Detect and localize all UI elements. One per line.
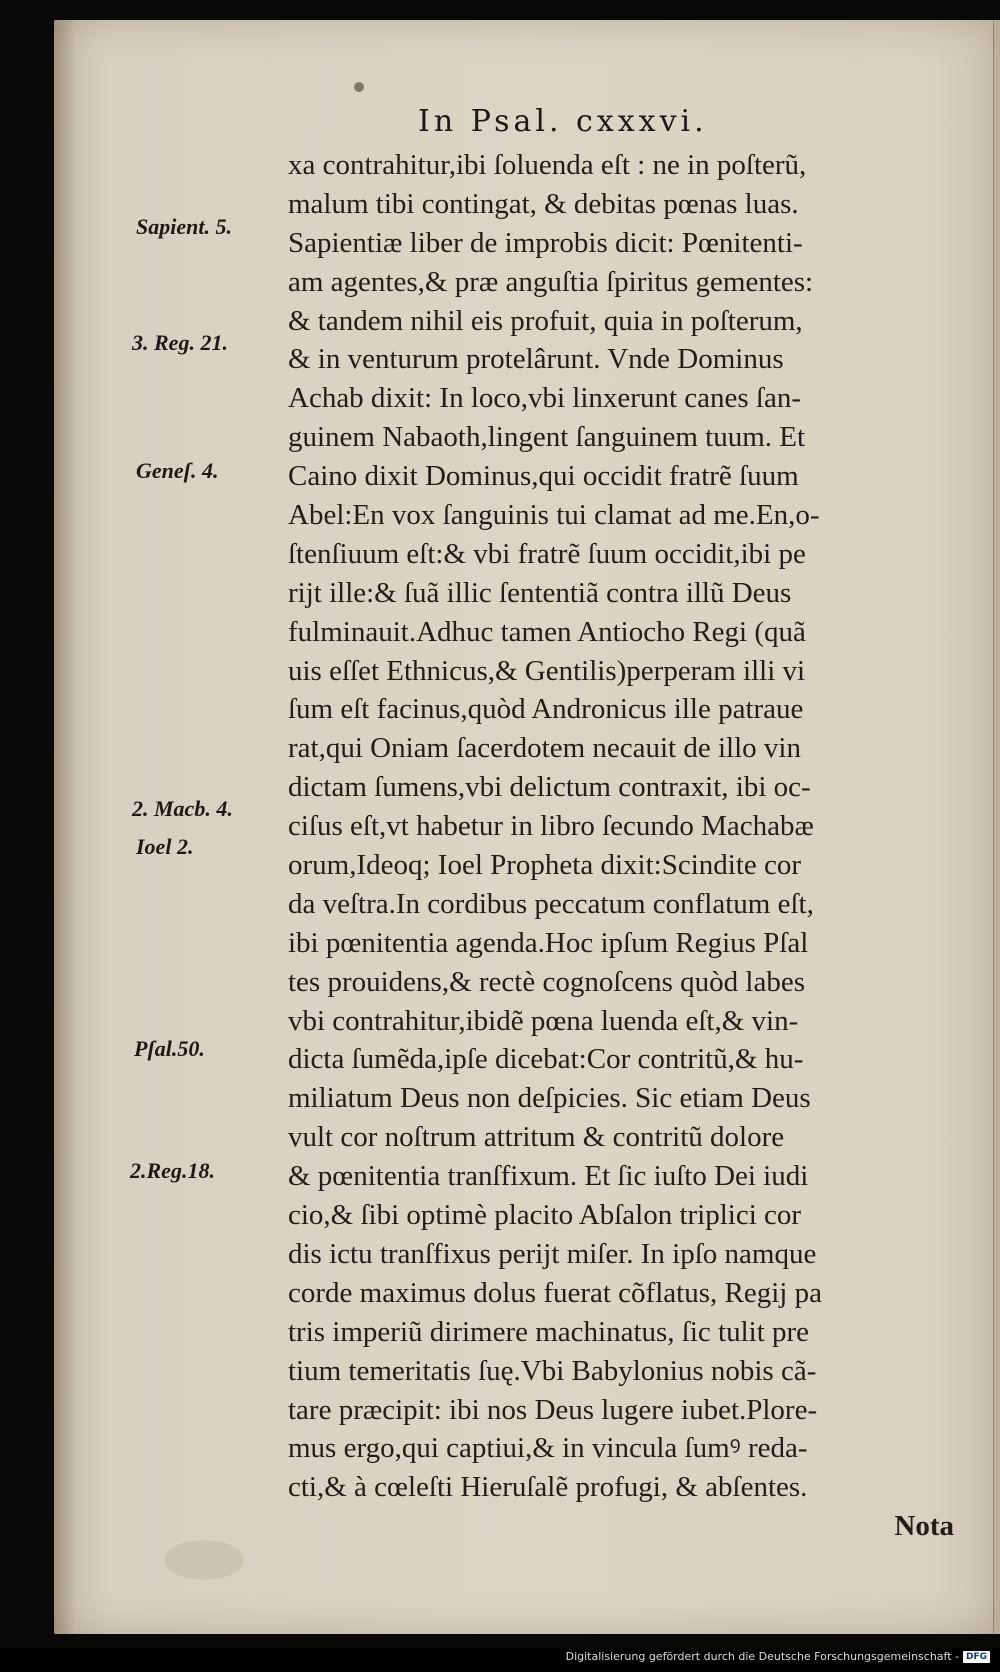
- text-line: & tandem nihil eis profuit, quia in poſterum,: [288, 304, 803, 337]
- text-line: cio,& ſibi optimè placito Abſalon triplici cor: [288, 1199, 802, 1232]
- margin-note-ioel: Ioel 2.: [136, 834, 194, 859]
- text-line: tes prouidens,& rectè cognoſcens quòd labes: [288, 965, 806, 998]
- text-line: vbi contrahitur,ibidẽ pœna luenda eſt,& vin-: [288, 1004, 799, 1037]
- text-line: ſum eſt facinus,quòd Andronicus ille patraue: [288, 693, 804, 726]
- text-line: dictam ſumens,vbi delictum contraxit, ibi oc-: [288, 771, 811, 804]
- paper-stain: [354, 82, 364, 92]
- text-line: corde maximus dolus fuerat cõflatus, Regij pa: [288, 1276, 822, 1309]
- text-line: cti,& à cœleſti Hieruſalẽ profugi, & abſentes.: [288, 1471, 808, 1504]
- text-line: dis ictu tranſfixus perijt miſer. In ipſo namque: [288, 1237, 817, 1270]
- text-line: guinem Nabaoth,lingent ſanguinem tuum. Et: [288, 421, 806, 454]
- margin-note-sapient: Sapient. 5.: [136, 214, 232, 239]
- text-line: orum,Ideoq; Ioel Propheta dixit:Scindite cor: [288, 849, 802, 882]
- running-head: In Psal. cxxxvi.: [418, 104, 708, 139]
- page-edge: [993, 20, 1000, 1634]
- text-line: Achab dixit: In loco,vbi linxerunt canes ſan-: [288, 382, 801, 415]
- digitization-credit: [566, 1650, 990, 1663]
- paper-stain: [164, 1540, 244, 1580]
- margin-note-2-reg: 2.Reg.18.: [130, 1158, 215, 1183]
- text-line: uis eſſet Ethnicus,& Gentilis)perperam illi vi: [288, 654, 806, 687]
- text-line: dicta ſumẽda,ipſe dicebat:Cor contritũ,& hu-: [288, 1043, 804, 1076]
- text-line: mus ergo,qui captiui,& in vincula ſumꝰ reda-: [288, 1432, 808, 1465]
- margin-note-psal: Pſal.50.: [134, 1036, 205, 1061]
- text-line: Caino dixit Dominus,qui occidit fratrẽ ſuum: [288, 460, 799, 493]
- text-line: tium temeritatis ſuę.Vbi Babylonius nobis cã-: [288, 1354, 817, 1387]
- text-line: miliatum Deus non deſpicies. Sic etiam Deus: [288, 1082, 811, 1115]
- text-line: ſtenſiuum eſt:& vbi fratrẽ ſuum occidit,ibi pe: [288, 537, 806, 570]
- margin-note-3-reg: 3. Reg. 21.: [132, 330, 228, 355]
- text-line: Sapientiæ liber de improbis dicit: Pœnitenti-: [288, 226, 803, 259]
- text-line: vult cor noſtrum attritum & contritũ dolore: [288, 1121, 785, 1154]
- text-line: da veſtra.In cordibus peccatum conflatum eſt,: [288, 887, 814, 920]
- text-line: Abel:En vox ſanguinis tui clamat ad me.En,o-: [288, 499, 820, 532]
- text-line: ibi pœnitentia agenda.Hoc ipſum Regius Pſal: [288, 926, 809, 959]
- text-line: xa contrahitur,ibi ſoluenda eſt : ne in poſterũ,: [288, 149, 807, 181]
- body-text: [288, 146, 954, 1546]
- text-line: & pœnitentia tranſfixum. Et ſic iuſto Dei iudi: [288, 1160, 809, 1193]
- catchword: Nota: [894, 1510, 954, 1543]
- text-line: rat,qui Oniam ſacerdotem necauit de illo vin: [288, 732, 801, 765]
- text-line: malum tibi contingat, & debitas pœnas luas.: [288, 187, 799, 220]
- credit-text: Digitalisierung gefördert durch die Deutsche Forschungsgemeinschaft -: [565, 1650, 959, 1663]
- margin-note-2-macch: 2. Macb. 4.: [132, 796, 233, 821]
- text-line: & in venturum protelârunt. Vnde Dominus: [288, 343, 784, 376]
- text-line: rijt ille:& ſuã illic ſententiã contra illũ Deus: [288, 576, 792, 609]
- text-line: ciſus eſt,vt habetur in libro ſecundo Machabæ: [288, 810, 814, 843]
- dfg-logo: DFG: [963, 1651, 990, 1663]
- text-line: am agentes,& præ anguſtia ſpiritus gementes:: [288, 265, 814, 298]
- text-line: tare præcipit: ibi nos Deus lugere iubet.Plore-: [288, 1393, 818, 1426]
- text-line: fulminauit.Adhuc tamen Antiocho Regi (quã: [288, 615, 806, 648]
- text-line: tris imperiũ dirimere machinatus, ſic tulit pre: [288, 1315, 810, 1348]
- margin-note-genes: Geneſ. 4.: [136, 458, 219, 483]
